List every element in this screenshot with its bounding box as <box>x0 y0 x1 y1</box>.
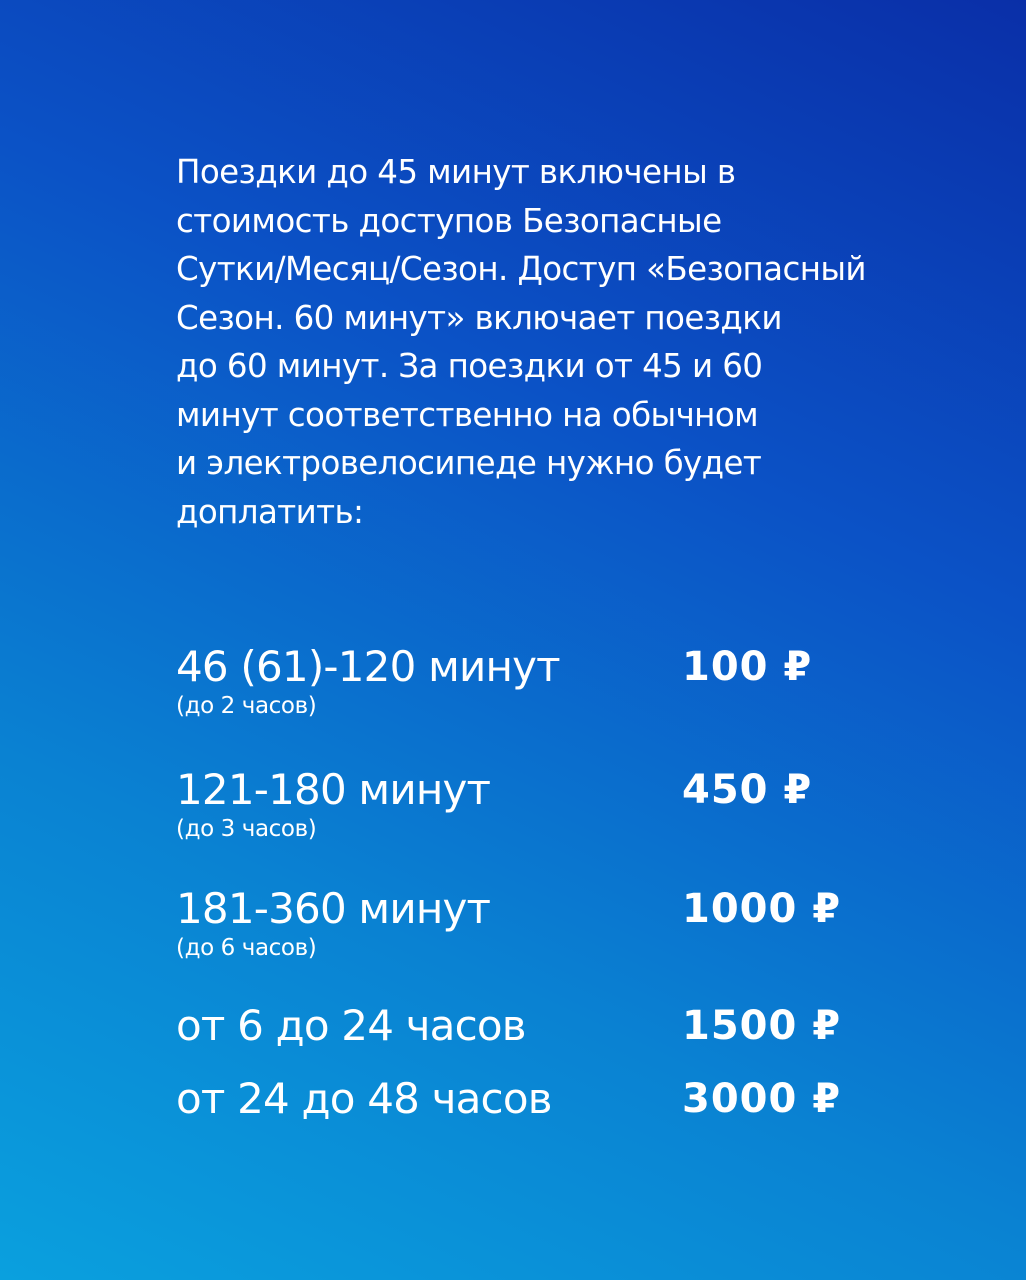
rate-price: 1500 ₽ <box>682 1003 842 1049</box>
rate-price: 3000 ₽ <box>682 1076 842 1122</box>
rate-price: 100 ₽ <box>682 644 813 690</box>
rate-note: (до 2 часов) <box>176 693 317 719</box>
rate-price: 450 ₽ <box>682 767 813 813</box>
rate-duration: от 24 до 48 часов <box>176 1074 552 1123</box>
intro-text: Поездки до 45 минут включены в стоимость доступов Безопасные Сутки/Месяц/Сезон. Доступ «Безопасный Сезон. 60 минут» включает поездки до 60 минут. За поездки от 45 и 60 минут соответственно на обычном и электровелосипеде нужно будет доплатить: <box>176 153 866 531</box>
rate-note: (до 6 часов) <box>176 935 317 961</box>
rate-duration: 121-180 минут <box>176 765 491 814</box>
rate-duration: 181-360 минут <box>176 884 491 933</box>
rate-price: 1000 ₽ <box>682 886 842 932</box>
rate-duration: 46 (61)-120 минут <box>176 642 560 691</box>
rate-duration: от 6 до 24 часов <box>176 1001 526 1050</box>
rate-note: (до 3 часов) <box>176 816 317 842</box>
